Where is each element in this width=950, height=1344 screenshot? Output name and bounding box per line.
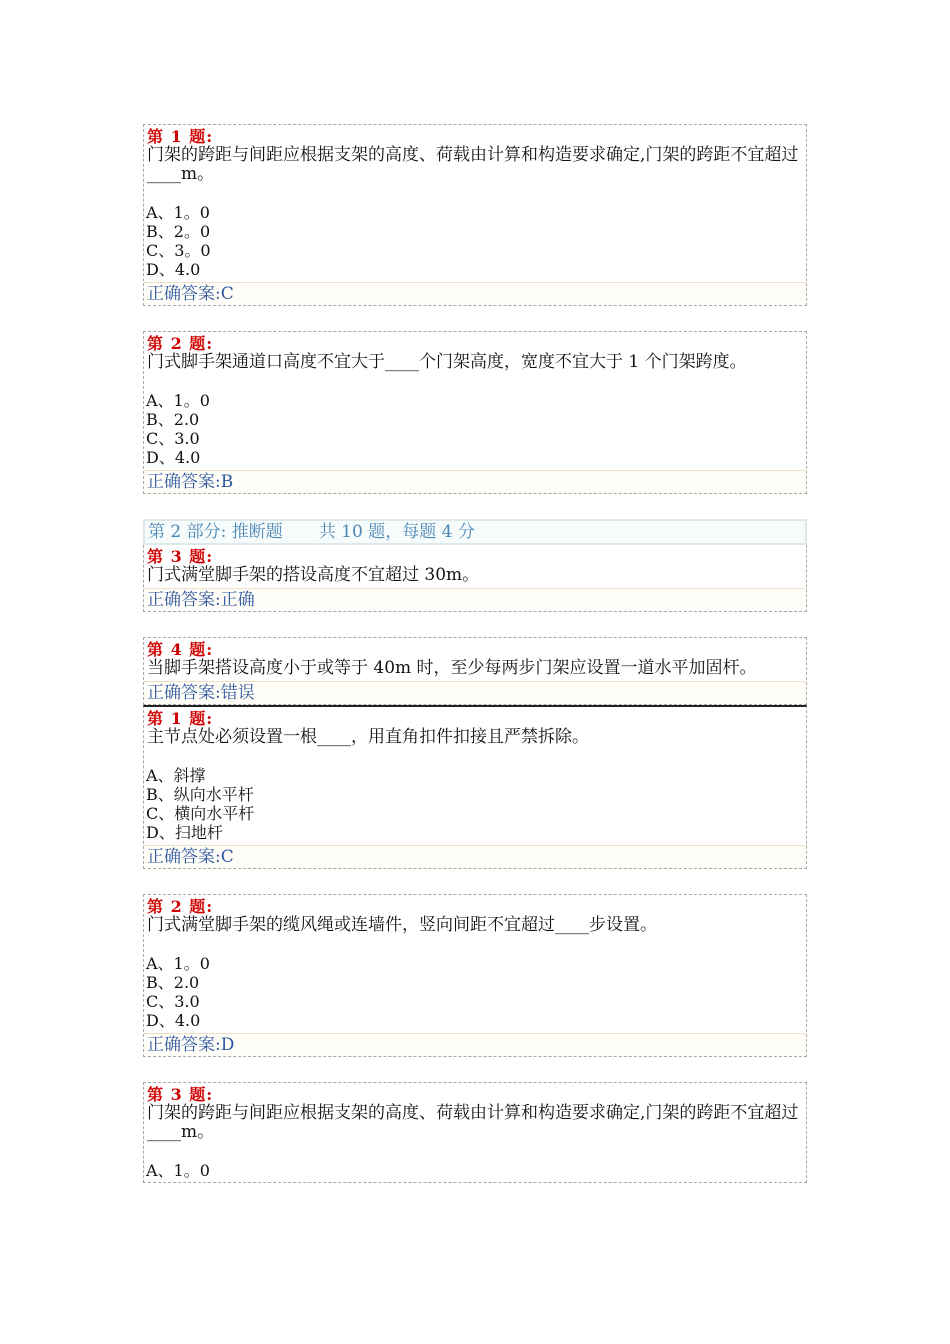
- question-number: 第 2 题:: [147, 334, 214, 353]
- question-block: [143, 545, 807, 612]
- question-text: 门式满堂脚手架的搭设高度不宜超过 30m。: [147, 565, 480, 585]
- option-d: D、扫地杆: [146, 823, 223, 842]
- question-number: 第 4 题:: [147, 640, 214, 659]
- question-text: 门架的跨距与间距应根据支架的高度、荷载由计算和构造要求确定,门架的跨距不宜超过____m。: [147, 145, 799, 184]
- option-c: C、3.0: [146, 429, 200, 448]
- option-b: B、纵向水平杆: [146, 785, 254, 804]
- option-c: C、3。0: [146, 241, 211, 260]
- correct-answer: 正确答案:错误: [144, 681, 806, 704]
- question-text: 门式脚手架通道口高度不宜大于____个门架高度，宽度不宜大于 1 个门架跨度。: [147, 352, 747, 372]
- correct-answer: 正确答案:D: [144, 1033, 806, 1056]
- correct-answer: 正确答案:B: [144, 470, 806, 493]
- options-list: [144, 766, 806, 842]
- options-list: [144, 1161, 806, 1182]
- question-block: [143, 894, 807, 1057]
- question-number: 第 3 题:: [147, 547, 214, 566]
- question-text: 门式满堂脚手架的缆风绳或连墙件，竖向间距不宜超过____步设置。: [147, 915, 657, 935]
- option-b: B、2.0: [146, 973, 200, 992]
- correct-answer: 正确答案:正确: [144, 588, 806, 611]
- section-summary: 共 10 题，每题 4 分: [318, 522, 475, 542]
- question-number: 第 3 题:: [147, 1085, 214, 1104]
- question-number: 第 1 题:: [147, 127, 214, 146]
- option-c: C、横向水平杆: [146, 804, 255, 823]
- option-b: B、2。0: [146, 222, 211, 241]
- question-block: [143, 637, 807, 705]
- question-block: [143, 124, 807, 306]
- question-number: 第 2 题:: [147, 897, 214, 916]
- option-a: A、斜撑: [146, 766, 206, 785]
- options-list: [144, 203, 806, 279]
- option-b: B、2.0: [146, 410, 200, 429]
- question-text: 门架的跨距与间距应根据支架的高度、荷载由计算和构造要求确定,门架的跨距不宜超过____m。: [147, 1103, 799, 1142]
- exam-page: [143, 124, 807, 1183]
- option-d: D、4.0: [146, 1011, 201, 1030]
- question-block: [143, 1082, 807, 1183]
- option-a: A、1。0: [146, 391, 210, 410]
- question-block: [143, 705, 807, 869]
- section-header: [143, 519, 807, 545]
- option-a: A、1。0: [146, 1161, 210, 1180]
- question-text: 当脚手架搭设高度小于或等于 40m 时，至少每两步门架应设置一道水平加固杆。: [147, 658, 757, 678]
- options-list: [144, 954, 806, 1030]
- question-block: [143, 331, 807, 494]
- correct-answer: 正确答案:C: [144, 845, 806, 868]
- options-list: [144, 391, 806, 467]
- section-title: 第 2 部分: 推断题: [148, 522, 283, 542]
- option-a: A、1。0: [146, 203, 210, 222]
- option-d: D、4.0: [146, 448, 201, 467]
- question-text: 主节点处必须设置一根____，用直角扣件扣接且严禁拆除。: [147, 727, 589, 747]
- question-number: 第 1 题:: [147, 709, 214, 728]
- option-d: D、4.0: [146, 260, 201, 279]
- correct-answer: 正确答案:C: [144, 282, 806, 305]
- option-c: C、3.0: [146, 992, 200, 1011]
- option-a: A、1。0: [146, 954, 210, 973]
